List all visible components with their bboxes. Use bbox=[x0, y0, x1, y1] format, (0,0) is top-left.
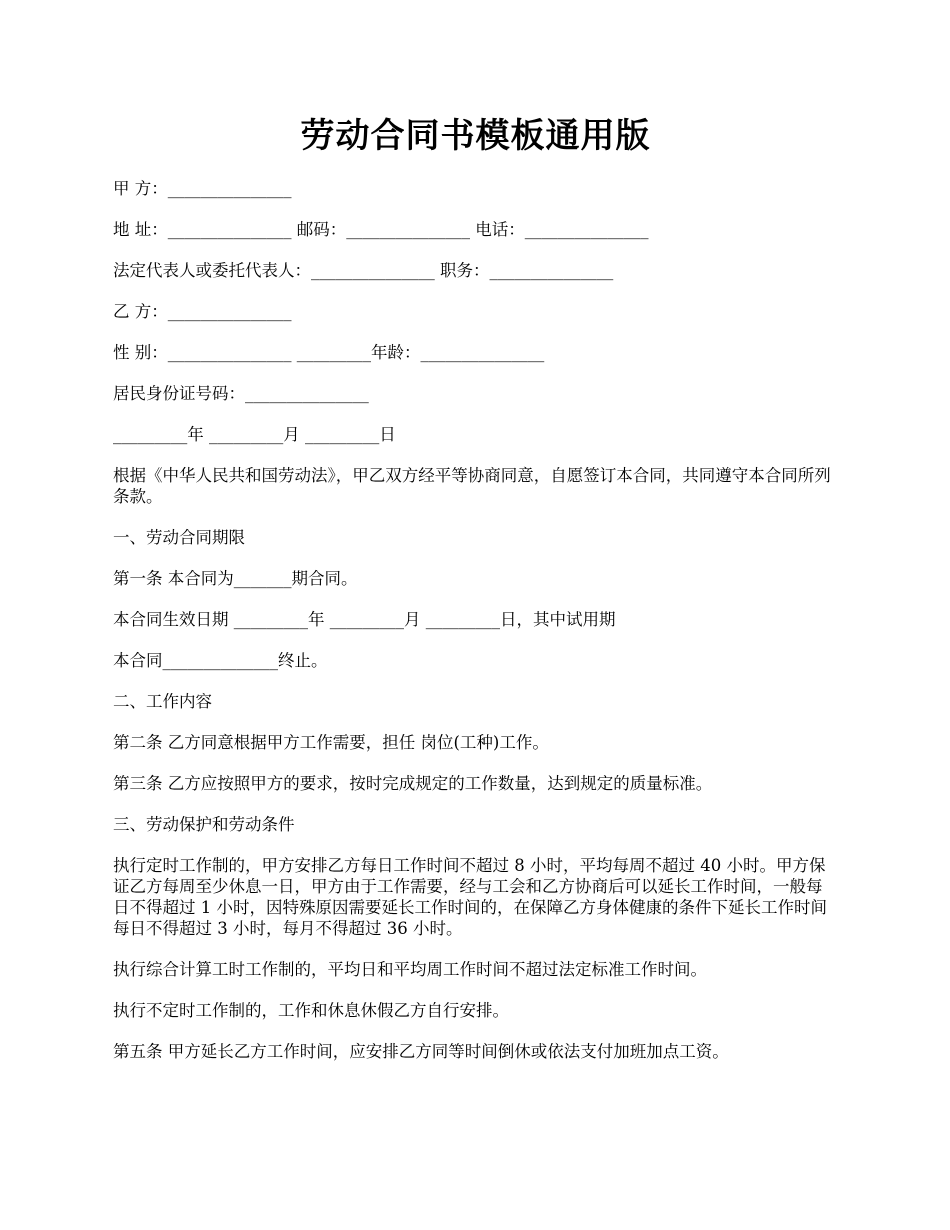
section-heading-term: 一、劳动合同期限 bbox=[113, 528, 245, 547]
document-body bbox=[113, 178, 838, 1062]
article-5: 第五条 甲方延长乙方工作时间，应安排乙方同等时间倒休或依法支付加班加点工资。 bbox=[113, 1042, 729, 1061]
article-1: 第一条 本合同为_______期合同。 bbox=[113, 569, 358, 588]
id-number-line: 居民身份证号码：_______________ bbox=[113, 384, 369, 403]
comprehensive-hours-paragraph: 执行综合计算工时工作制的，平均日和平均周工作时间不超过法定标准工作时间。 bbox=[113, 960, 707, 979]
party-a-line: 甲 方：_______________ bbox=[113, 179, 292, 198]
section-heading-protection: 三、劳动保护和劳动条件 bbox=[113, 815, 295, 834]
date-line: _________年 _________月 _________日 bbox=[113, 425, 396, 444]
termination-line: 本合同______________终止。 bbox=[113, 651, 328, 670]
flexible-hours-paragraph: 执行不定时工作制的，工作和休息休假乙方自行安排。 bbox=[113, 1001, 509, 1020]
section-heading-work-content: 二、工作内容 bbox=[113, 692, 212, 711]
document-title: 劳动合同书模板通用版 bbox=[300, 116, 651, 156]
fixed-hours-paragraph: 执行定时工作制的，甲方安排乙方每日工作时间不超过 8 小时，平均每周不超过 40 小时。甲方保证乙方每周至少休息一日，甲方由于工作需要，经与工会和乙方协商后可以延长工作时间，一般每日不得超过 1 小时，因特殊原因需要延长工作时间的，在保障乙方身体健康的条件下延长工作时间每日不得超过 3 小时，每月不得超过 36 小时。 bbox=[113, 856, 827, 938]
gender-age-line: 性 别：_______________ _________年龄：_______________ bbox=[113, 343, 545, 362]
effective-date-line: 本合同生效日期 _________年 _________月 _________日，其中试用期 bbox=[113, 610, 616, 629]
preamble-paragraph: 根据《中华人民共和国劳动法》，甲乙双方经平等协商同意，自愿签订本合同，共同遵守本合同所列条款。 bbox=[113, 466, 831, 506]
address-line: 地 址：_______________ 邮码：_______________ 电话：_______________ bbox=[113, 220, 649, 239]
article-3: 第三条 乙方应按照甲方的要求，按时完成规定的工作数量，达到规定的质量标准。 bbox=[113, 774, 713, 793]
legal-representative-line: 法定代表人或委托代表人：_______________ 职务：_______________ bbox=[113, 261, 614, 280]
article-2: 第二条 乙方同意根据甲方工作需要，担任 岗位(工种)工作。 bbox=[113, 733, 549, 752]
party-b-line: 乙 方：_______________ bbox=[113, 302, 292, 321]
